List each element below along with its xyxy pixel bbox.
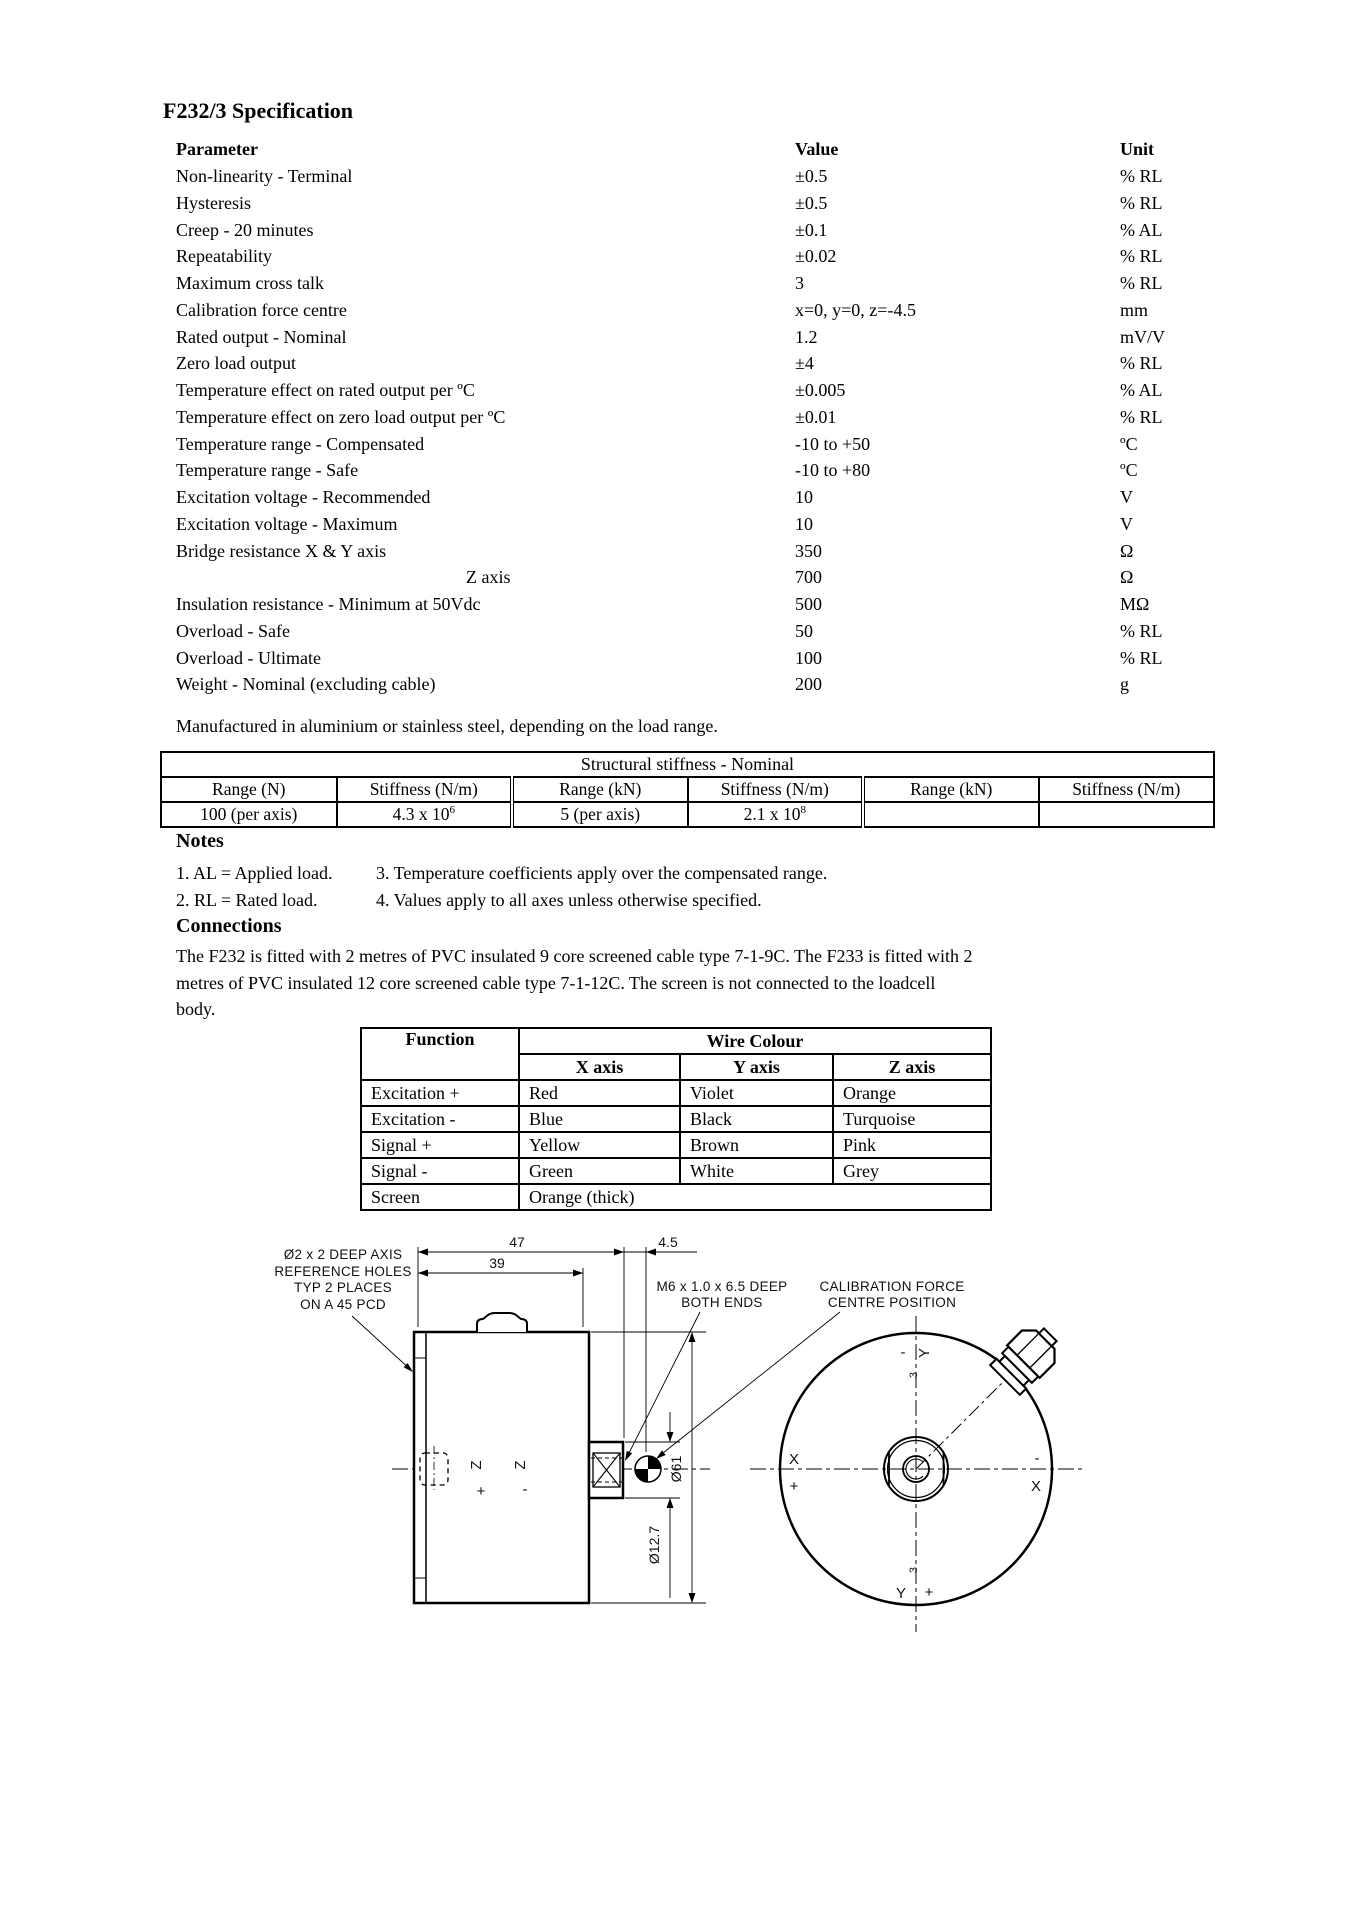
wire-axis-header-y: Y axis <box>680 1054 833 1080</box>
wire-function: Screen <box>361 1184 519 1210</box>
spec-unit: % RL <box>1120 406 1163 427</box>
spec-value: ±0.01 <box>795 406 837 427</box>
axis-z-plus: + <box>476 1483 486 1500</box>
spec-value: ±0.5 <box>795 166 828 186</box>
spec-parameter: Repeatability <box>176 246 272 267</box>
body-outline <box>414 1332 589 1603</box>
ref-holes-note: Ø2 x 2 DEEP AXIS <box>283 1247 403 1262</box>
note-item: 1. AL = Applied load. <box>176 863 333 883</box>
dim-39-label: 39 <box>489 1255 505 1271</box>
spec-value: 200 <box>795 674 822 695</box>
spec-parameter: Overload - Safe <box>176 620 290 641</box>
wire-colour-x: Blue <box>519 1106 680 1132</box>
wire-colour-header: Wire Colour <box>519 1028 991 1054</box>
spec-parameter: Z axis <box>466 567 511 588</box>
stiffness-col-header: Range (kN) <box>512 777 688 802</box>
axis-y-minus: - <box>900 1344 906 1361</box>
stiffness-value: 4.3 x $10^6$ <box>337 802 513 827</box>
axis-x-label: X <box>1030 1478 1042 1495</box>
stiffness-col-header: Range (N) <box>161 777 337 802</box>
spec-parameter: Temperature range - Safe <box>176 460 359 481</box>
spec-parameter: Maximum cross talk <box>176 273 324 293</box>
spec-value: 10 <box>795 513 813 534</box>
axis-x-minus: - <box>1034 1450 1040 1467</box>
spec-parameter: Bridge resistance X & Y axis <box>176 540 387 561</box>
stiffness-col-header: Range (kN) <box>863 777 1039 802</box>
spec-value: 350 <box>795 540 822 561</box>
paragraph-line: body. <box>176 999 216 1019</box>
spec-value: 500 <box>795 594 822 614</box>
spec-unit: ºC <box>1120 460 1138 481</box>
rotation-mark: 3 <box>908 1566 920 1574</box>
ref-holes-note: TYP 2 PLACES <box>294 1280 392 1295</box>
stiffness-range: 100 (per axis) <box>161 802 337 827</box>
note-item: 3. Temperature coefficients apply over the compensated range. <box>376 863 828 883</box>
spec-parameter: Creep - 20 minutes <box>176 219 314 240</box>
spec-parameter: Non-linearity - Terminal <box>176 166 353 186</box>
spec-parameter: Temperature effect on rated output per ºC <box>176 380 475 400</box>
spec-unit: % RL <box>1120 273 1163 293</box>
spec-value: ±0.02 <box>795 246 837 267</box>
spec-value: x=0, y=0, z=-4.5 <box>795 299 916 320</box>
wire-colour-x: Green <box>519 1158 680 1184</box>
calibration-centre-symbol <box>635 1456 661 1482</box>
spec-value: 700 <box>795 567 822 588</box>
stiffness-col-header: Stiffness (N/m) <box>688 777 864 802</box>
material-footnote: Manufactured in aluminium or stainless steel, depending on the load range. <box>176 716 718 736</box>
spec-value: ±0.5 <box>795 192 828 213</box>
spec-value: -10 to +50 <box>795 433 871 454</box>
spec-value: 10 <box>795 487 813 507</box>
stiffness-value: 2.1 x $10^8$ <box>688 802 864 827</box>
spec-value: 50 <box>795 620 813 641</box>
spec-unit: Ω <box>1120 567 1134 588</box>
spec-parameter: Temperature effect on zero load output per ºC <box>176 406 506 427</box>
calibration-note: CENTRE POSITION <box>827 1295 957 1310</box>
wire-axis-header-x: X axis <box>519 1054 680 1080</box>
axis-y-label: Y <box>916 1347 933 1359</box>
dim-4-5-label: 4.5 <box>658 1234 678 1250</box>
spec-parameter: Excitation voltage - Recommended <box>176 487 431 507</box>
wire-function: Excitation - <box>361 1106 519 1132</box>
spec-parameter: Calibration force centre <box>176 299 347 320</box>
wire-colour-x: Red <box>519 1080 680 1106</box>
axis-y-plus: + <box>924 1584 934 1601</box>
axis-x-plus: + <box>789 1478 799 1495</box>
connections-heading: Connections <box>176 915 282 937</box>
note-item: 2. RL = Rated load. <box>176 889 318 910</box>
rotation-mark: 3 <box>908 1371 920 1379</box>
spec-header-unit: Unit <box>1120 139 1155 159</box>
dim-47-label: 47 <box>509 1234 525 1250</box>
spec-parameter: Excitation voltage - Maximum <box>176 513 398 534</box>
spec-value: ±0.1 <box>795 219 828 240</box>
stiffness-col-header: Stiffness (N/m) <box>1039 777 1215 802</box>
spec-unit: MΩ <box>1120 594 1150 614</box>
wire-colour-y: White <box>680 1158 833 1184</box>
wire-axis-header-z: Z axis <box>833 1054 991 1080</box>
paragraph-line: metres of PVC insulated 12 core screened cable type 7-1-12C. The screen is not connected to the loadcell <box>176 972 936 993</box>
thread-note: M6 x 1.0 x 6.5 DEEP <box>656 1279 788 1294</box>
note-item: 4. Values apply to all axes unless otherwise specified. <box>376 889 762 910</box>
spec-value: 100 <box>795 647 822 668</box>
spec-unit: % AL <box>1120 380 1163 400</box>
spec-header-parameter: Parameter <box>176 139 258 159</box>
spec-parameter: Hysteresis <box>176 192 251 213</box>
spec-unit: V <box>1120 487 1133 507</box>
spec-unit: Ω <box>1120 540 1134 561</box>
thread-note: BOTH ENDS <box>681 1295 763 1310</box>
top-boss <box>477 1313 527 1332</box>
paragraph-line: The F232 is fitted with 2 metres of PVC insulated 9 core screened cable type 7-1-9C. The F233 is fitted with 2 <box>176 946 973 966</box>
spec-unit: g <box>1120 674 1129 695</box>
spec-value: ±0.005 <box>795 380 846 400</box>
wire-function: Signal - <box>361 1158 519 1184</box>
spec-unit: mm <box>1120 299 1149 320</box>
axis-z-minus: - <box>522 1481 528 1498</box>
notes-heading: Notes <box>176 830 224 852</box>
wire-colour-y: Violet <box>680 1080 833 1106</box>
spec-unit: % AL <box>1120 219 1163 240</box>
axis-z-label: Z <box>512 1460 529 1470</box>
page-title: F232/3 Specification <box>163 98 354 123</box>
front-view <box>750 1316 1085 1632</box>
dia-61-label: Ø61 <box>668 1455 684 1483</box>
dia-12-7-label: Ø12.7 <box>646 1525 662 1565</box>
wire-colour-x: Yellow <box>519 1132 680 1158</box>
spec-unit: % RL <box>1120 620 1163 641</box>
spec-unit: % RL <box>1120 647 1163 668</box>
stiffness-col-header: Stiffness (N/m) <box>337 777 513 802</box>
spec-parameter: Zero load output <box>176 353 296 374</box>
spec-unit: ºC <box>1120 433 1138 454</box>
wire-function: Signal + <box>361 1132 519 1158</box>
spec-parameter: Rated output - Nominal <box>176 326 347 347</box>
wire-colour-y: Brown <box>680 1132 833 1158</box>
spec-unit: % RL <box>1120 166 1163 186</box>
wire-colour-z: Grey <box>833 1158 991 1184</box>
spec-value: 3 <box>795 273 804 293</box>
spec-parameter: Weight - Nominal (excluding cable) <box>176 674 436 695</box>
wire-colour-z: Pink <box>833 1132 991 1158</box>
spec-unit: % RL <box>1120 353 1163 374</box>
axis-z-label: Z <box>468 1460 485 1470</box>
spec-value: -10 to +80 <box>795 460 871 481</box>
spec-unit: mV/V <box>1120 326 1165 347</box>
front-axis-labels <box>789 1344 1041 1602</box>
spec-value: 1.2 <box>795 326 818 347</box>
spec-parameter: Overload - Ultimate <box>176 647 321 668</box>
side-view <box>392 1313 710 1603</box>
spec-unit: V <box>1120 513 1133 534</box>
stiffness-range: 5 (per axis) <box>512 802 688 827</box>
spec-parameter: Temperature range - Compensated <box>176 433 425 454</box>
spec-header-value: Value <box>795 139 839 159</box>
wire-colour-y: Black <box>680 1106 833 1132</box>
drawing-annotations <box>274 1234 964 1564</box>
wire-colour-z: Turquoise <box>833 1106 991 1132</box>
calibration-note: CALIBRATION FORCE <box>819 1279 965 1294</box>
wire-function-header: Function <box>361 1028 519 1080</box>
axis-y-label: Y <box>895 1585 907 1602</box>
spec-value: ±4 <box>795 353 814 374</box>
spec-unit: % RL <box>1120 192 1163 213</box>
wire-colour-z: Orange <box>833 1080 991 1106</box>
axis-x-label: X <box>788 1451 800 1468</box>
spec-unit: % RL <box>1120 246 1163 267</box>
ref-holes-note: REFERENCE HOLES <box>274 1264 412 1279</box>
wire-function: Excitation + <box>361 1080 519 1106</box>
wire-screen-value: Orange (thick) <box>519 1184 991 1210</box>
ref-holes-note: ON A 45 PCD <box>300 1297 386 1312</box>
stiffness-title: Structural stiffness - Nominal <box>161 752 1214 777</box>
spec-parameter: Insulation resistance - Minimum at 50Vdc <box>176 594 481 614</box>
